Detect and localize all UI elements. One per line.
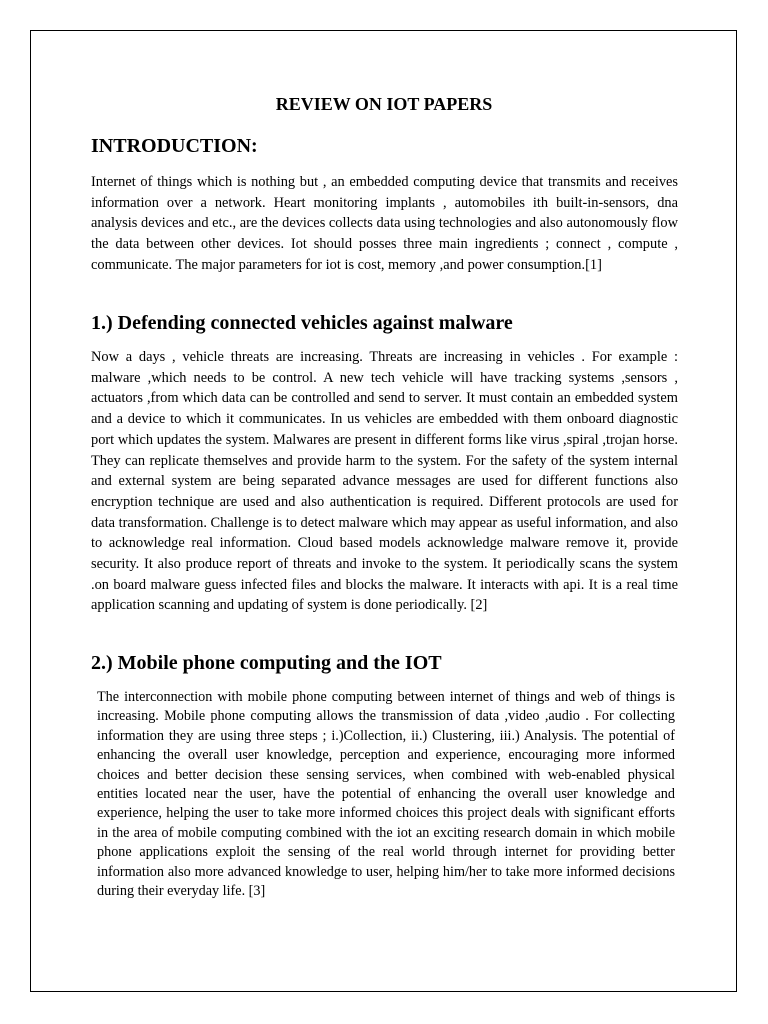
introduction-paragraph: Internet of things which is nothing but , an embedded computing device that transmits and receives information over a network. Heart monitoring implants , automobiles ith built-in-sensors, dna analysis devices and etc., are the devices collects data using technologies and also autonomously flow the data between other devices. Iot should posses three main ingredients ; connect , compute , communicate. The major parameters for iot is cost, memory ,and power consumption.[1] — [91, 174, 678, 273]
document-title: REVIEW ON IOT PAPERS — [275, 94, 493, 114]
mobile-section-paragraph: The interconnection with mobile phone computing between internet of things and web of things is increasing. Mobile phone computing allows the transmission of data ,video ,audio . For collecting information they are using three steps ; i.)Collection, ii.) Clustering, iii.) Analysis. The potential of enhancing the overall user knowledge, perception and experience, encouraging more informed choices and better decision these sensing services, when combined with web-enabled physical entities located near the user, have the potential of enhancing the overall user knowledge and experience, helping the user to take more informed choices this project deals with significant efforts in the area of mobile computing combined with the iot an exciting research domain in which mobile phone applications exploit the sensing of the real world through internet for providing better information also more advanced knowledge to user, helping him/her to take more informed decisions during their everyday life. [3] — [97, 689, 675, 900]
vehicles-section-paragraph: Now a days , vehicle threats are increasing. Threats are increasing in vehicles . For example : malware ,which needs to be control. A new tech vehicle will have tracking systems ,sensors , actuators ,from which data can be controlled and send to server. It must contain an embedded system and a device to which it communicates. In us vehicles are embedded with them onboard diagnostic port which updates the system. Malwares are present in different forms like virus ,spiral ,trojan horse. They can replicate themselves and provide harm to the system. For the safety of the system internal and external system are being separated advance messages are used for different functions also encryption technique are used and also authentication is required. Different protocols are used for data transformation. Challenge is to detect malware which may appear as useful information, and also to acknowledge real information. Cloud based models acknowledge malware remove it, provide security. It also produce report of threats and invoke to the system. It periodically scans the system .on board malware guess infected files and blocks the malware. It interacts with api. It is a real time application scanning and updating of system is done periodically. [2] — [91, 349, 678, 614]
mobile-section-heading: 2.) Mobile phone computing and the IOT — [91, 652, 442, 674]
introduction-heading: INTRODUCTION: — [91, 135, 258, 157]
vehicles-section-heading: 1.) Defending connected vehicles against malware — [91, 312, 513, 334]
